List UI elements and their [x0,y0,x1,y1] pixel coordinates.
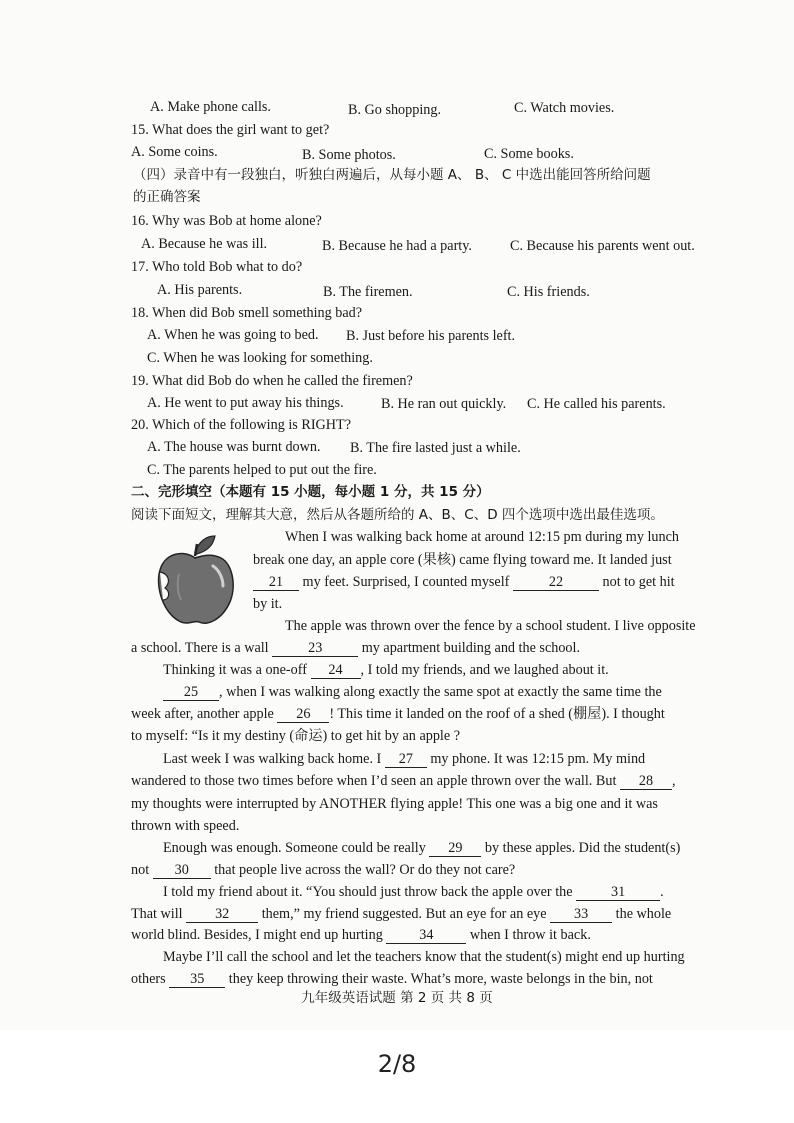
blank-23[interactable]: 23 [272,640,358,657]
q19-question: 19. What did Bob do when he called the firemen? [131,373,413,389]
passage-line [131,861,515,879]
passage-line: my thoughts were interrupted by ANOTHER flying apple! This one was a big one and it was [131,796,658,812]
q14-option-a: A. Make phone calls. [150,99,271,115]
passage-text: I told my friend about it. “You should just throw back the apple over the [163,884,573,900]
passage-text: my apartment building and the school. [361,640,581,656]
q15-option-b: B. Some photos. [302,147,396,163]
q17-option-a: A. His parents. [157,282,243,298]
passage-text: world blind. Besides, I might end up hurting [131,927,383,943]
q17-option-c: C. His friends. [507,284,590,300]
passage-text: wandered to those two times before when I’d seen an apple thrown over the wall. But [131,773,617,789]
passage-text: when I throw it back. [469,927,591,943]
passage-line: break one day, an apple core (果核) came flying toward me. It landed just [253,552,672,568]
passage-line [163,683,662,701]
passage-text: Last week I was walking back home. I [163,751,382,767]
q18-question: 18. When did Bob smell something bad? [131,305,363,321]
passage-line: The apple was thrown over the fence by a school student. I live opposite [285,618,696,634]
q20-option-a: A. The house was burnt down. [147,439,321,455]
passage-line [163,661,609,679]
passage-line [163,750,645,768]
passage-line: Maybe I’ll call the school and let the teachers know that the student(s) might end up hurting [163,949,685,965]
blank-30[interactable]: 30 [153,862,211,879]
section4-instruction-line1: （四）录音中有一段独白，听独白两遍后，从每小题 A、 B、 C 中选出能回答所给问题 [133,167,651,183]
passage-line: thrown with speed. [131,818,240,834]
apple-illustration [155,534,237,626]
blank-34[interactable]: 34 [386,927,466,944]
q17-question: 17. Who told Bob what to do? [131,259,303,275]
q14-option-c: C. Watch movies. [514,100,615,116]
passage-line [253,573,675,591]
passage-text: not to get hit [602,574,675,590]
section4-instruction-line2: 的正确答案 [133,189,201,205]
passage-line: by it. [253,596,283,612]
passage-text: , when I was walking along exactly the same spot at exactly the same time the [219,684,662,700]
passage-text: Thinking it was a one-off [163,662,307,678]
q20-option-c: C. The parents helped to put out the fire. [147,462,377,478]
passage-line [163,883,664,901]
passage-text: a school. There is a wall [131,640,269,656]
blank-27[interactable]: 27 [385,751,427,768]
q16-option-b: B. Because he had a party. [322,238,472,254]
passage-line [131,705,665,723]
q20-question: 20. Which of the following is RIGHT? [131,417,352,433]
passage-line: When I was walking back home at around 12:15 pm during my lunch [285,529,680,545]
q15-option-a: A. Some coins. [131,144,218,160]
q14-option-b: B. Go shopping. [348,102,442,118]
blank-29[interactable]: 29 [429,840,481,857]
passage-text: my phone. It was 12:15 pm. My mind [430,751,646,767]
blank-31[interactable]: 31 [576,884,660,901]
blank-33[interactable]: 33 [550,906,612,923]
passage-line [163,839,680,857]
blank-25[interactable]: 25 [163,684,219,701]
page-footer: 九年级英语试题 第 2 页 共 8 页 [301,990,493,1006]
part2-heading: 二、完形填空（本题有 15 小题，每小题 1 分，共 15 分） [131,484,490,500]
passage-text: others [131,971,166,987]
passage-text: not [131,862,150,878]
passage-text: they keep throwing their waste. What’s more, waste belongs in the bin, not [228,971,653,987]
blank-35[interactable]: 35 [169,971,225,988]
q18-option-c: C. When he was looking for something. [147,350,373,366]
passage-text: week after, another apple [131,706,274,722]
blank-32[interactable]: 32 [186,906,258,923]
passage-text: , [671,773,676,789]
q20-option-b: B. The fire lasted just a while. [350,440,521,456]
passage-text: That will [131,906,183,922]
part2-instruction: 阅读下面短文，理解其大意，然后从各题所给的 A、B、C、D 四个选项中选出最佳选项。 [131,507,664,523]
passage-line [131,639,580,657]
passage-text: Enough was enough. Someone could be really [163,840,426,856]
q19-option-b: B. He ran out quickly. [381,396,507,412]
passage-text: my feet. Surprised, I counted myself [302,574,510,590]
q17-option-b: B. The firemen. [323,284,413,300]
passage-text: ! This time it landed on the roof of a shed (棚屋). I thought [329,706,665,722]
passage-line: to myself: “Is it my destiny (命运) to get hit by an apple ? [131,728,461,744]
passage-text: , I told my friends, and we laughed about it. [360,662,609,678]
q15-question: 15. What does the girl want to get? [131,122,330,138]
passage-text: the whole [615,906,672,922]
passage-text: by these apples. Did the student(s) [484,840,681,856]
passage-text: them,” my friend suggested. But an eye for an eye [261,906,547,922]
page-indicator: 2/8 [377,1050,417,1078]
passage-line [131,926,591,944]
passage-text: that people live across the wall? Or do they not care? [214,862,516,878]
blank-22[interactable]: 22 [513,574,599,591]
q19-option-c: C. He called his parents. [527,396,666,412]
q18-option-b: B. Just before his parents left. [346,328,516,344]
blank-24[interactable]: 24 [311,662,361,679]
q19-option-a: A. He went to put away his things. [147,395,344,411]
blank-21[interactable]: 21 [253,574,299,591]
q18-option-a: A. When he was going to bed. [147,327,319,343]
q16-option-c: C. Because his parents went out. [510,238,695,254]
q15-option-c: C. Some books. [484,146,574,162]
q16-question: 16. Why was Bob at home alone? [131,213,322,229]
passage-line [131,905,671,923]
blank-26[interactable]: 26 [277,706,329,723]
passage-text: . [660,884,664,900]
q16-option-a: A. Because he was ill. [141,236,268,252]
blank-28[interactable]: 28 [620,773,672,790]
passage-line [131,772,675,790]
